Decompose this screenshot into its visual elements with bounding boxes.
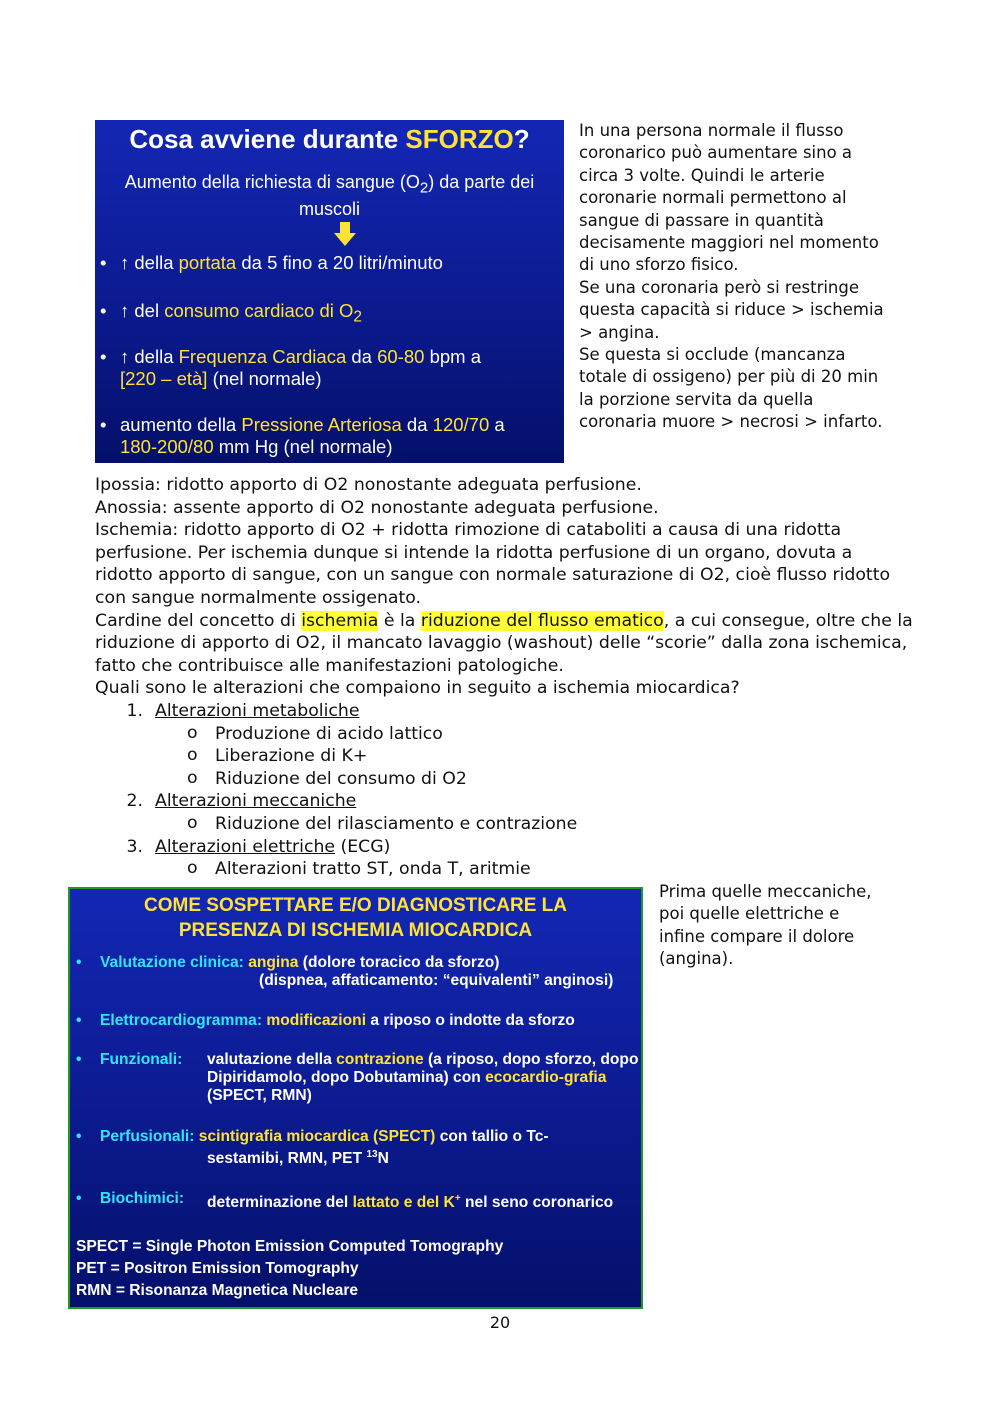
def-anossia: Anossia: assente apporto di O2 nonostante adeguata perfusione. — [95, 497, 659, 518]
list-item: o Alterazioni tratto ST, onda T, aritmie — [187, 858, 531, 880]
footnote-pet: PET = Positron Emission Tomography — [76, 1260, 359, 1277]
list-item: o Produzione di acido lattico — [187, 722, 443, 744]
highlight-ischemia: ischemia — [301, 610, 379, 631]
def-ipossia: Ipossia: ridotto apporto di O2 nonostante adeguata perfusione. — [95, 475, 642, 495]
bullet-frequenza: • ↑ della Frequenza Cardiaca da 60-80 bpm a [220 – età] (nel normale) — [100, 346, 481, 389]
text-line: Se questa si occlude (mancanza — [579, 345, 846, 365]
page-number: 20 — [489, 1313, 511, 1332]
text-line: coronarie normali permettono al — [579, 188, 847, 208]
yellow-down-arrow-icon — [334, 222, 356, 246]
side-note-sequenza — [659, 881, 909, 971]
text-line: coronarico può aumentare sino a — [579, 143, 853, 163]
slide-diagnosi-ischemia: COME SOSPETTARE E/O DIAGNOSTICARE LA PRESENZA DI ISCHEMIA MIOCARDICA • Valutazione clinica: angina (dolore toracico da sforzo) (dispnea, affaticamento: “equivalenti” anginosi) • Elettrocardiogramma: modificazioni a riposo o indotte da sforzo • Funzionali: valutazione della contrazione (a riposo, dopo sforzo, dopo Dipiridamolo, dopo Dobutamina) con ecocardio-grafia (SPECT, RMN) • Perfusionali: scintigrafia miocardica (SPECT) con tallio o Tc- sestamibi, RMN, PET $^{13}$N • Biochimici: determinazione del lattato e del K+ nel seno coronarico SPECT = Single Photon Emission Computed Tomography PET = Positron Emission Tomography RMN = Risonanza Magnetica Nucleare — [68, 887, 643, 1309]
sublist-elettriche — [95, 858, 915, 881]
text-line: Se una coronaria però si restringe — [579, 277, 860, 297]
text-line: poi quelle elettriche e — [659, 904, 840, 924]
text-line: la porzione servita da quella — [579, 389, 814, 409]
highlight-riduzione: riduzione del flusso ematico — [420, 610, 664, 631]
slide-subtitle: Aumento della richiesta di sangue $(O_2)$ da parte dei muscoli — [124, 172, 535, 219]
row-valutazione-clinica: • Valutazione clinica: angina (dolore toracico da sforzo) (dispnea, affaticamento: “equivalenti” anginosi) — [76, 954, 614, 989]
text-line: di uno sforzo fisico. — [579, 255, 739, 275]
bullet-portata: • ↑ della portata da 5 fino a 20 litri/minuto — [100, 252, 443, 273]
text-line: questa capacità si riduce > ischemia — [579, 300, 884, 320]
footnote-spect: SPECT = Single Photon Emission Computed Tomography — [76, 1238, 504, 1255]
list-item-meccaniche: 2. Alterazioni meccaniche — [126, 791, 357, 812]
side-note-flusso — [579, 120, 909, 434]
text-line: infine compare il dolore — [659, 926, 855, 946]
sublist-metaboliche — [95, 723, 915, 791]
text-line: circa 3 volte. Quindi le arterie — [579, 165, 825, 185]
slide-title: Cosa avviene durante SFORZO? — [129, 124, 530, 154]
row-perfusionali: • Perfusionali: scintigrafia miocardica (SPECT) con tallio o Tc- sestamibi, RMN, PET $^{13}$N — [76, 1128, 549, 1168]
text-line: totale di ossigeno) per più di 20 min — [579, 367, 879, 387]
text-line: decisamente maggiori nel momento — [579, 233, 879, 253]
cardine-paragraph: Cardine del concetto di ischemia è la riduzione del flusso ematico, a cui consegue, oltre che la riduzione di apporto di O2, il mancato lavaggio (washout) delle “scorie” dalla zona ischemica, fatto che contribuisce alle manifestazioni patologiche. — [95, 610, 913, 676]
list-item-elettriche: 3. Alterazioni elettriche (ECG) — [126, 836, 391, 857]
main-text — [95, 474, 915, 881]
alterazioni-list — [95, 700, 915, 881]
text-line: (angina). — [659, 949, 734, 969]
bullet-consumo: • ↑ del consumo cardiaco di $O_2$ — [100, 300, 362, 326]
slide-title: COME SOSPETTARE E/O DIAGNOSTICARE LA PRESENZA DI ISCHEMIA MIOCARDICA — [144, 895, 567, 941]
text-line: sangue di passare in quantità — [579, 210, 824, 230]
list-item: o Riduzione del consumo di O2 — [187, 767, 467, 789]
list-item-metaboliche: 1. Alterazioni metaboliche — [126, 700, 360, 721]
text-line: Prima quelle meccaniche, — [659, 882, 872, 901]
text-line: coronaria muore > necrosi > infarto. — [579, 412, 883, 432]
footnote-rmn: RMN = Risonanza Magnetica Nucleare — [76, 1282, 359, 1299]
slide-sforzo — [95, 120, 564, 463]
bullet-pressione: • aumento della Pressione Arteriosa da 120/70 a 180-200/80 mm Hg (nel normale) — [100, 414, 505, 457]
question: Quali sono le alterazioni che compaiono in seguito a ischemia miocardica? — [95, 678, 740, 699]
text-line: > angina. — [579, 322, 660, 342]
text-line: In una persona normale il flusso — [579, 121, 844, 140]
sublist-meccaniche — [95, 813, 915, 836]
row-funzionali: • Funzionali: valutazione della contrazione (a riposo, dopo sforzo, dopo Dipiridamolo, dopo Dobutamina) con ecocardio-grafia (SPECT, RMN) — [76, 1051, 639, 1104]
def-ischemia: Ischemia: ridotto apporto di O2 + ridotta rimozione di cataboliti a causa di una ridotta perfusione. Per ischemia dunque si intende la ridotta perfusione di un organo, dovuta a ridotto apporto di sangue, con un sangue con normale saturazione di O2, cioè flusso ridotto con sangue normalmente ossigenato. — [95, 520, 891, 608]
list-item: o Liberazione di K+ — [187, 745, 368, 767]
list-item: o Riduzione del rilasciamento e contrazione — [187, 812, 578, 834]
